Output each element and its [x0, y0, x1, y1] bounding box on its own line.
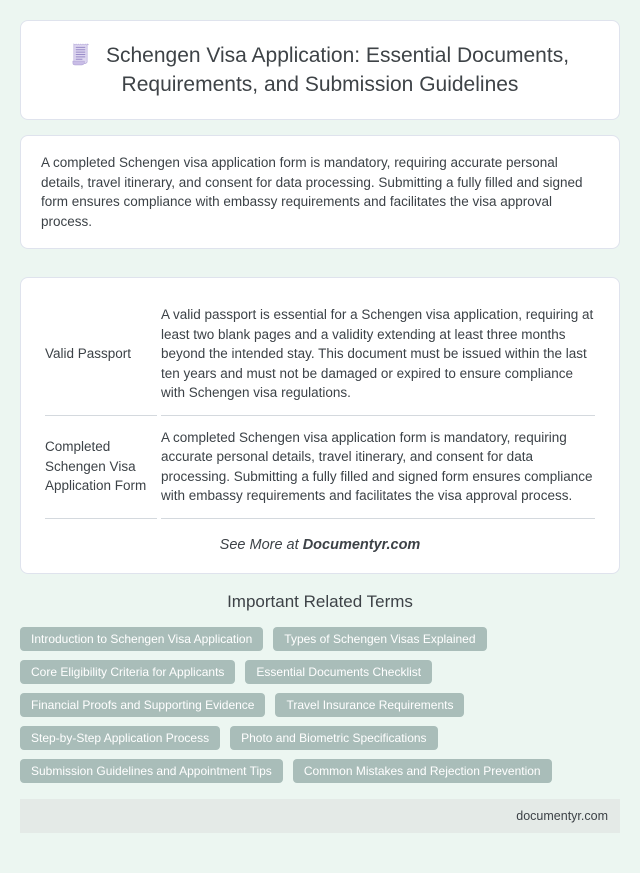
- related-term-tag[interactable]: Common Mistakes and Rejection Prevention: [293, 759, 552, 783]
- page-title: [45, 41, 595, 99]
- related-term-tag[interactable]: Travel Insurance Requirements: [275, 693, 464, 717]
- related-term-tag[interactable]: Essential Documents Checklist: [245, 660, 432, 684]
- brand-name: Documentyr.com: [302, 536, 421, 553]
- receipt-icon: [71, 43, 90, 66]
- related-term-tag[interactable]: Submission Guidelines and Appointment Tips: [20, 759, 283, 783]
- related-term-tag[interactable]: Types of Schengen Visas Explained: [273, 627, 486, 651]
- terms-table: [41, 293, 599, 519]
- related-term-tag[interactable]: Step-by-Step Application Process: [20, 726, 220, 750]
- term-cell: Completed Schengen Visa Application Form: [45, 416, 157, 519]
- description-cell: A completed Schengen visa application form is mandatory, requiring accurate personal details, travel itinerary, and consent for data processing. Submitting a fully filled and signed form ensures compliance with embassy requirements and facilitates the visa approval process.: [161, 416, 595, 519]
- see-more-line: [41, 537, 599, 553]
- description-cell: A valid passport is essential for a Schengen visa application, requiring at least two blank pages and a validity extending at least three months beyond the intended stay. This document must be issued within the last ten years and must not be damaged or expired to ensure compliance with Schengen visa regulations.: [161, 293, 595, 416]
- table-row: [45, 293, 595, 416]
- footer-domain: documentyr.com: [516, 808, 608, 823]
- related-term-tag[interactable]: Financial Proofs and Supporting Evidence: [20, 693, 265, 717]
- related-term-tag[interactable]: Introduction to Schengen Visa Application: [20, 627, 263, 651]
- page-title-text: Schengen Visa Application: Essential Documents, Requirements, and Submission Guidelines: [105, 44, 570, 96]
- related-tags: [20, 627, 620, 783]
- related-terms-heading: Important Related Terms: [227, 591, 413, 611]
- terms-card: [20, 277, 620, 574]
- table-row: [45, 416, 595, 519]
- see-more-prefix: See More at: [219, 536, 299, 553]
- related-term-tag[interactable]: Core Eligibility Criteria for Applicants: [20, 660, 235, 684]
- intro-card: [20, 135, 620, 249]
- term-cell: Valid Passport: [45, 293, 157, 416]
- title-card: [20, 20, 620, 120]
- intro-paragraph: A completed Schengen visa application form is mandatory, requiring accurate personal details, travel itinerary, and consent for data processing. Submitting a fully filled and signed form ensures compliance with embassy requirements and facilitates the visa approval process.: [41, 155, 583, 229]
- related-term-tag[interactable]: Photo and Biometric Specifications: [230, 726, 437, 750]
- footer-bar: [20, 799, 620, 833]
- terms-table-body: [45, 293, 595, 519]
